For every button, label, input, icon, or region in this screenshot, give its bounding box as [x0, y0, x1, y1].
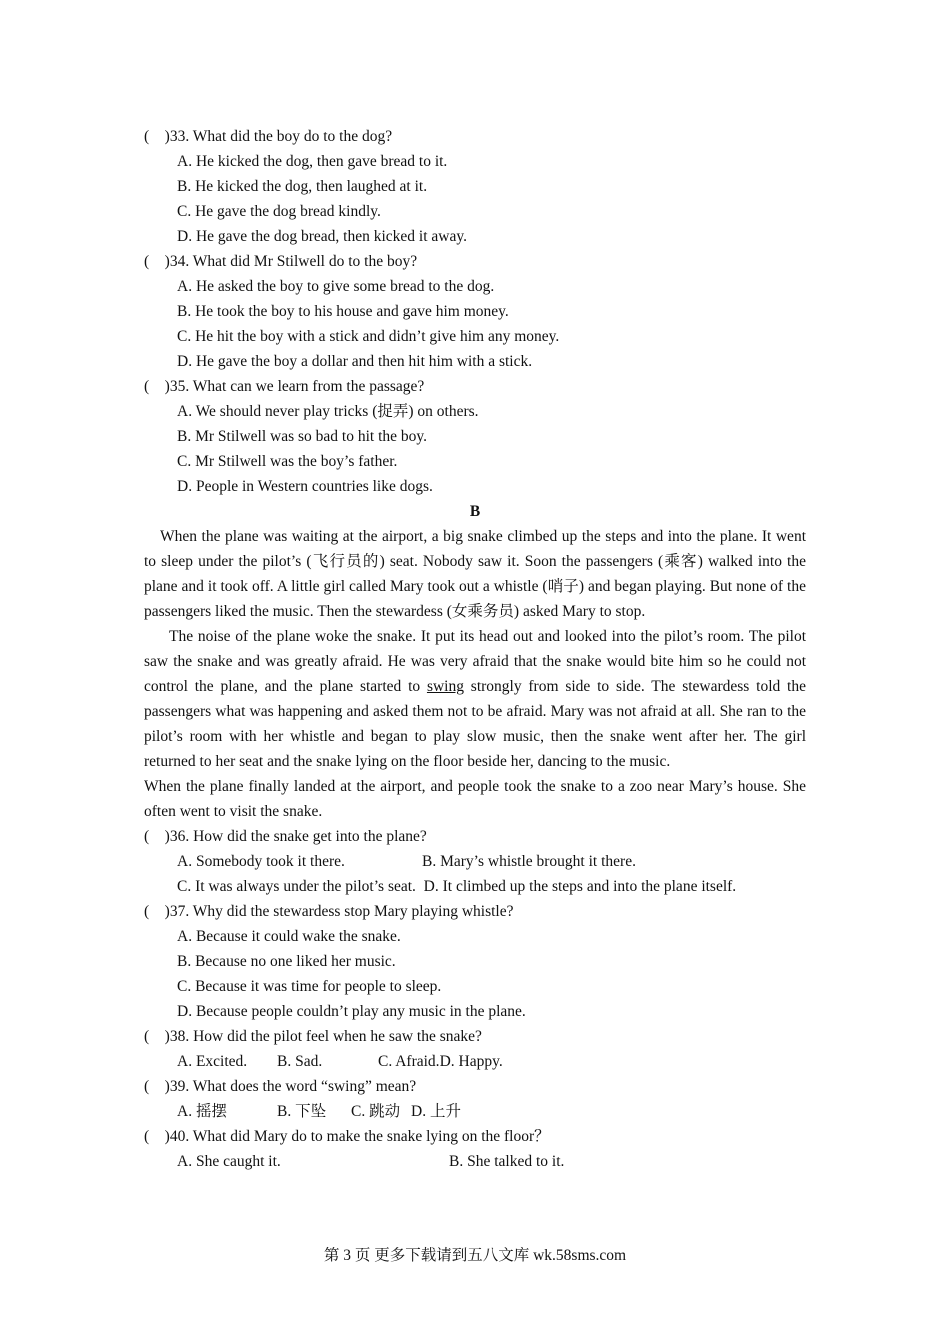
- question-33-stem: ( )33. What did the boy do to the dog?: [144, 128, 393, 145]
- question-36-option-b: B. Mary’s whistle brought it there.: [422, 853, 636, 870]
- question-34-option-b: B. He took the boy to his house and gave him money.: [177, 303, 509, 320]
- question-36-option-a: A. Somebody took it there.: [177, 853, 345, 870]
- question-40-stem: ( )40. What did Mary do to make the snake lying on the floor？: [144, 1128, 550, 1145]
- exam-page: [144, 124, 806, 1174]
- question-36-stem: ( )36. How did the snake get into the plane?: [144, 828, 427, 845]
- question-39-option-d: D. 上升: [411, 1103, 461, 1120]
- question-34-option-a: A. He asked the boy to give some bread to the dog.: [177, 278, 495, 295]
- question-33-option-b: B. He kicked the dog, then laughed at it.: [177, 178, 428, 195]
- question-39-option-c: C. 跳动: [351, 1103, 401, 1120]
- question-38-option-d: D. Happy.: [439, 1053, 503, 1070]
- question-35-stem: ( )35. What can we learn from the passage?: [144, 378, 425, 395]
- question-37-option-c: C. Because it was time for people to sleep.: [177, 978, 442, 995]
- passage-paragraph-2-start: The noise of the plane woke the snake. It put its head out and looked into the pilot’s room. The pilot saw the snake and was greatly afraid. He was very afraid that the snake would bite him so he could not control the plane, and the plane started to: [144, 628, 806, 695]
- page-footer: 第 3 页 更多下载请到五八文库 wk.58sms.com: [323, 1247, 627, 1264]
- question-36-option-c: C. It was always under the pilot’s seat.: [177, 878, 416, 895]
- question-37-option-a: A. Because it could wake the snake.: [177, 928, 401, 945]
- question-34-option-c: C. He hit the boy with a stick and didn’t give him any money.: [177, 328, 560, 345]
- question-37-stem: ( )37. Why did the stewardess stop Mary playing whistle?: [144, 903, 514, 920]
- question-39-option-b: B. 下坠: [277, 1103, 327, 1120]
- question-37-option-b: B. Because no one liked her music.: [177, 953, 396, 970]
- question-35-option-a: A. We should never play tricks (捉弄) on others.: [177, 403, 479, 420]
- question-39-option-a: A. 摇摆: [177, 1103, 227, 1120]
- passage-paragraph-2-end: strongly from side to side. The stewardess told the passengers what was happening and asked them not to be afraid. Mary was not afraid at all. She ran to the pilot’s room with her whistle and began to play slow music, then the snake went after her. The girl returned to her seat and the snake lying on the floor beside her, dancing to the music.: [144, 678, 806, 770]
- question-33-option-d: D. He gave the dog bread, then kicked it away.: [177, 228, 467, 245]
- question-39-stem: ( )39. What does the word “swing” mean?: [144, 1078, 417, 1095]
- question-34-stem: ( )34. What did Mr Stilwell do to the boy?: [144, 253, 418, 270]
- section-b-heading: B: [469, 503, 481, 520]
- question-33-option-a: A. He kicked the dog, then gave bread to it.: [177, 153, 448, 170]
- passage-paragraph-3: When the plane finally landed at the airport, and people took the snake to a zoo near Mary’s house. She often went to visit the snake.: [144, 778, 806, 820]
- passage-paragraph-1: When the plane was waiting at the airport, a big snake climbed up the steps and into the plane. It went to sleep under the pilot’s (飞行员的) seat. Nobody saw it. Soon the passengers (乘客) walked into the plane and it took off. A little girl called Mary took out a whistle (哨子) and began playing. But none of the passengers liked the music. Then the stewardess (女乘务员) asked Mary to stop.: [144, 528, 806, 620]
- question-35-option-b: B. Mr Stilwell was so bad to hit the boy.: [177, 428, 427, 445]
- question-38-option-a: A. Excited.: [177, 1053, 248, 1070]
- question-35-option-d: D. People in Western countries like dogs.: [177, 478, 433, 495]
- question-38-stem: ( )38. How did the pilot feel when he saw the snake?: [144, 1028, 482, 1045]
- question-38-option-c: C. Afraid.: [378, 1053, 440, 1070]
- question-40-options: [144, 1149, 806, 1174]
- question-39-options: [144, 1099, 806, 1124]
- question-34-option-d: D. He gave the boy a dollar and then hit him with a stick.: [177, 353, 533, 370]
- underlined-word-swing: swing: [426, 678, 464, 695]
- question-37-option-d: D. Because people couldn’t play any music in the plane.: [177, 1003, 526, 1020]
- question-33-option-c: C. He gave the dog bread kindly.: [177, 203, 381, 220]
- question-40-option-b: B. She talked to it.: [449, 1153, 565, 1170]
- question-35-option-c: C. Mr Stilwell was the boy’s father.: [177, 453, 398, 470]
- question-38-option-b: B. Sad.: [277, 1053, 323, 1070]
- question-36-options-row-2: [144, 874, 806, 899]
- question-38-options: [144, 1049, 806, 1074]
- question-40-option-a: A. She caught it.: [177, 1153, 281, 1170]
- passage-paragraph-2: [144, 624, 806, 774]
- question-36-option-d: D. It climbed up the steps and into the plane itself.: [423, 878, 737, 895]
- question-36-options-row-1: [144, 849, 806, 874]
